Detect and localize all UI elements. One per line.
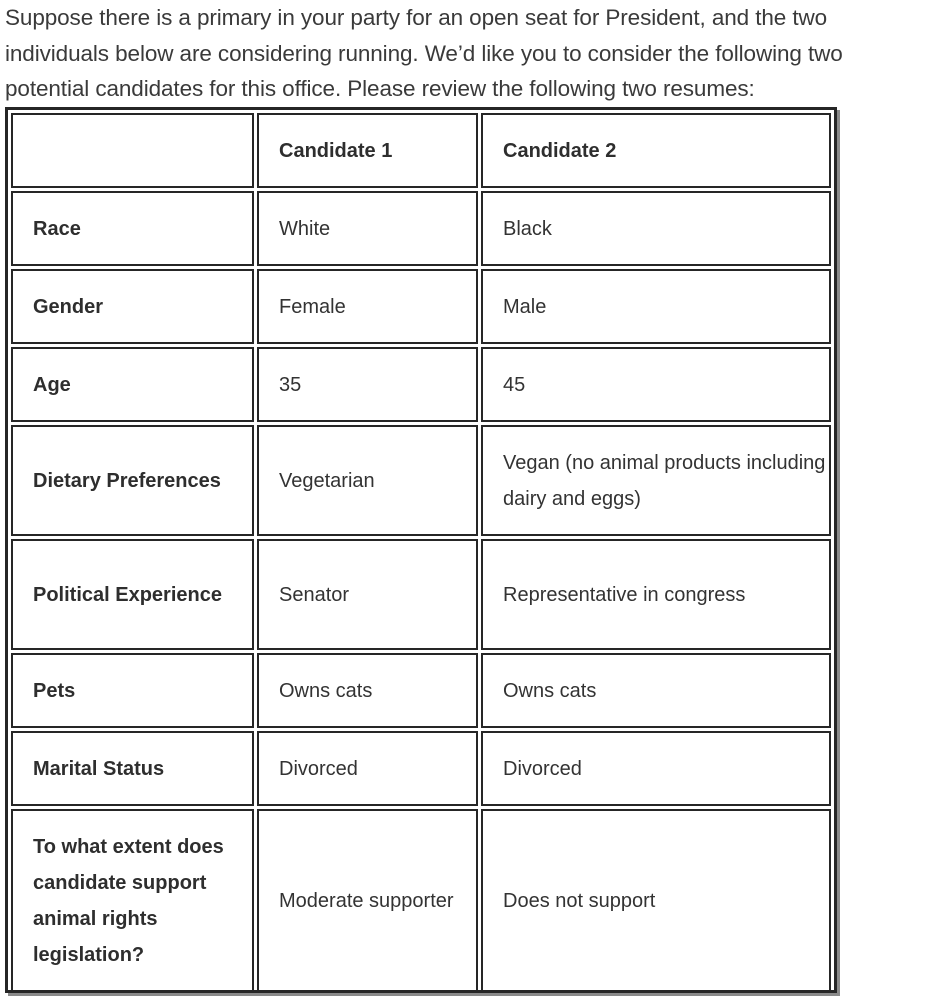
table-row-animal-rights <box>11 809 831 992</box>
table-row-age <box>11 347 831 422</box>
row-label-pets: Pets <box>11 653 254 728</box>
cell-gender-candidate-1: Female <box>257 269 478 344</box>
intro-paragraph: Suppose there is a primary in your party for an open seat for President, and the two individuals below are considering running. We’d like you to consider the following two potential candidates for this office. Please review the following two resumes: <box>5 5 843 101</box>
table-row-dietary-preferences <box>11 425 831 536</box>
cell-race-candidate-2: Black <box>481 191 831 266</box>
cell-age-candidate-2: 45 <box>481 347 831 422</box>
header-cell-blank <box>11 113 254 188</box>
row-label-animal-rights: To what extent does candidate support animal rights legislation? <box>11 809 254 992</box>
table-header-row <box>11 113 831 188</box>
cell-pets-candidate-2: Owns cats <box>481 653 831 728</box>
row-label-dietary-preferences: Dietary Preferences <box>11 425 254 536</box>
table-row-race <box>11 191 831 266</box>
table-row-pets <box>11 653 831 728</box>
cell-marital-candidate-1: Divorced <box>257 731 478 806</box>
cell-diet-candidate-2: Vegan (no animal products including dairy and eggs) <box>481 425 831 536</box>
row-label-marital-status: Marital Status <box>11 731 254 806</box>
header-cell-candidate-1: Candidate 1 <box>257 113 478 188</box>
cell-experience-candidate-2: Representative in congress <box>481 539 831 650</box>
cell-age-candidate-1: 35 <box>257 347 478 422</box>
table-row-political-experience <box>11 539 831 650</box>
candidate-table-frame <box>5 107 837 993</box>
table-row-gender <box>11 269 831 344</box>
header-cell-candidate-2: Candidate 2 <box>481 113 831 188</box>
row-label-gender: Gender <box>11 269 254 344</box>
table-row-marital-status <box>11 731 831 806</box>
cell-marital-candidate-2: Divorced <box>481 731 831 806</box>
row-label-race: Race <box>11 191 254 266</box>
candidate-resume-table <box>8 110 834 995</box>
cell-animal-rights-candidate-2: Does not support <box>481 809 831 992</box>
row-label-political-experience: Political Experience <box>11 539 254 650</box>
cell-gender-candidate-2: Male <box>481 269 831 344</box>
cell-diet-candidate-1: Vegetarian <box>257 425 478 536</box>
cell-experience-candidate-1: Senator <box>257 539 478 650</box>
cell-animal-rights-candidate-1: Moderate supporter <box>257 809 478 992</box>
cell-race-candidate-1: White <box>257 191 478 266</box>
row-label-age: Age <box>11 347 254 422</box>
cell-pets-candidate-1: Owns cats <box>257 653 478 728</box>
